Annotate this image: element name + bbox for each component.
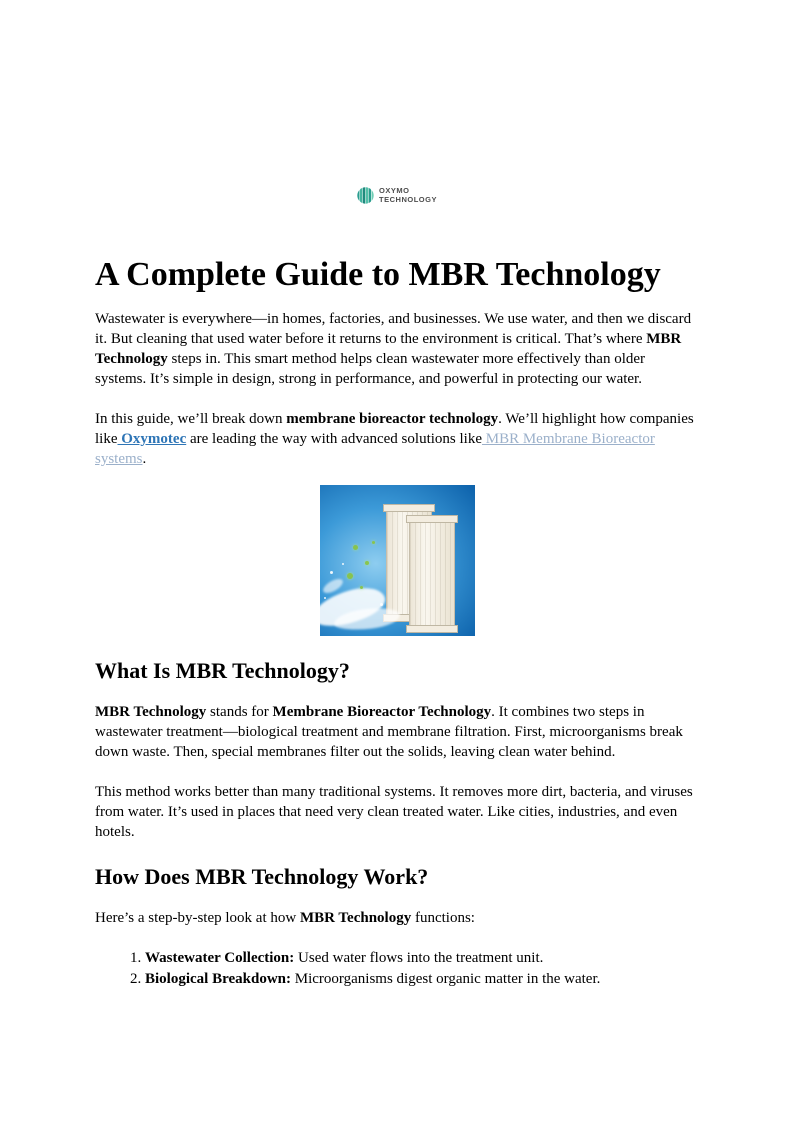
mbr-membrane-bioreactor-systems-link[interactable]: MBR Membrane Bioreactor systems [95, 431, 655, 467]
text-run: are leading the way with advanced solutions like [186, 431, 482, 447]
text-run: Wastewater is everywhere—in homes, factories, and businesses. We use water, and then we discard it. But cleaning that used water before it returns to the environment is critical. That’s where [95, 311, 692, 347]
text-run: MBR Technology [95, 704, 207, 720]
water-droplet [380, 603, 383, 606]
text-run: Used water flows into the treatment unit. [294, 950, 544, 966]
text-run: This method works better than many traditional systems. It removes more dirt, bacteria, and viruses from water. It’s used in places that need very clean treated water. Like cities, industries, and even hotels. [95, 784, 693, 840]
list-item [145, 969, 699, 989]
how-does-intro-paragraph [95, 908, 699, 928]
text-run: membrane bioreactor technology [286, 411, 499, 427]
list-item [145, 948, 699, 968]
text-run: . We’ll highlight how companies like [95, 411, 694, 447]
page-title: A Complete Guide to MBR Technology [95, 256, 661, 293]
text-run: stands for [206, 704, 273, 720]
what-is-paragraph-2 [95, 782, 699, 842]
text-run: Wastewater Collection: [145, 950, 295, 966]
company-logo [95, 186, 699, 204]
logo-text-line2: TECHNOLOGY [379, 195, 437, 204]
text-run: Membrane Bioreactor Technology [272, 704, 492, 720]
mbr-product-image [320, 485, 475, 636]
intro-paragraph-2 [95, 409, 699, 469]
oxymotec-link[interactable]: Oxymotec [117, 431, 187, 447]
green-bubble [347, 573, 353, 579]
text-run: . [142, 451, 147, 467]
logo-text [379, 186, 437, 204]
water-droplet [324, 597, 326, 599]
green-bubble [353, 545, 358, 550]
what-is-paragraph-1 [95, 702, 699, 762]
text-run: functions: [411, 910, 475, 926]
green-bubble [360, 586, 363, 589]
water-droplet [330, 571, 333, 574]
membrane-panel-front [409, 516, 455, 632]
green-bubble [365, 561, 369, 565]
text-run: Biological Breakdown: [145, 971, 291, 987]
green-bubble [372, 541, 375, 544]
text-run: Microorganisms digest organic matter in the water. [291, 971, 601, 987]
water-droplet [342, 563, 344, 565]
text-run: In this guide, we’ll break down [95, 411, 287, 427]
oxymo-logo-icon [357, 187, 374, 204]
text-run: MBR Technology [299, 910, 412, 926]
text-run: MBR Technology [95, 331, 682, 367]
text-run: . It combines two steps in wastewater treatment—biological treatment and membrane filtration. First, microorganisms break down waste. Then, special membranes filter out the solids, leaving clean water behind. [95, 704, 683, 760]
text-run: steps in. This smart method helps clean wastewater more effectively than older systems. It’s simple in design, strong in performance, and powerful in protecting our water. [95, 351, 646, 387]
section-heading-how-does: How Does MBR Technology Work? [95, 864, 429, 889]
text-run: Here’s a step-by-step look at how [95, 910, 300, 926]
intro-paragraph-1 [95, 309, 699, 389]
logo-text-line1: OXYMO [379, 186, 410, 195]
mbr-steps-list [95, 948, 699, 989]
section-heading-what-is: What Is MBR Technology? [95, 658, 350, 683]
